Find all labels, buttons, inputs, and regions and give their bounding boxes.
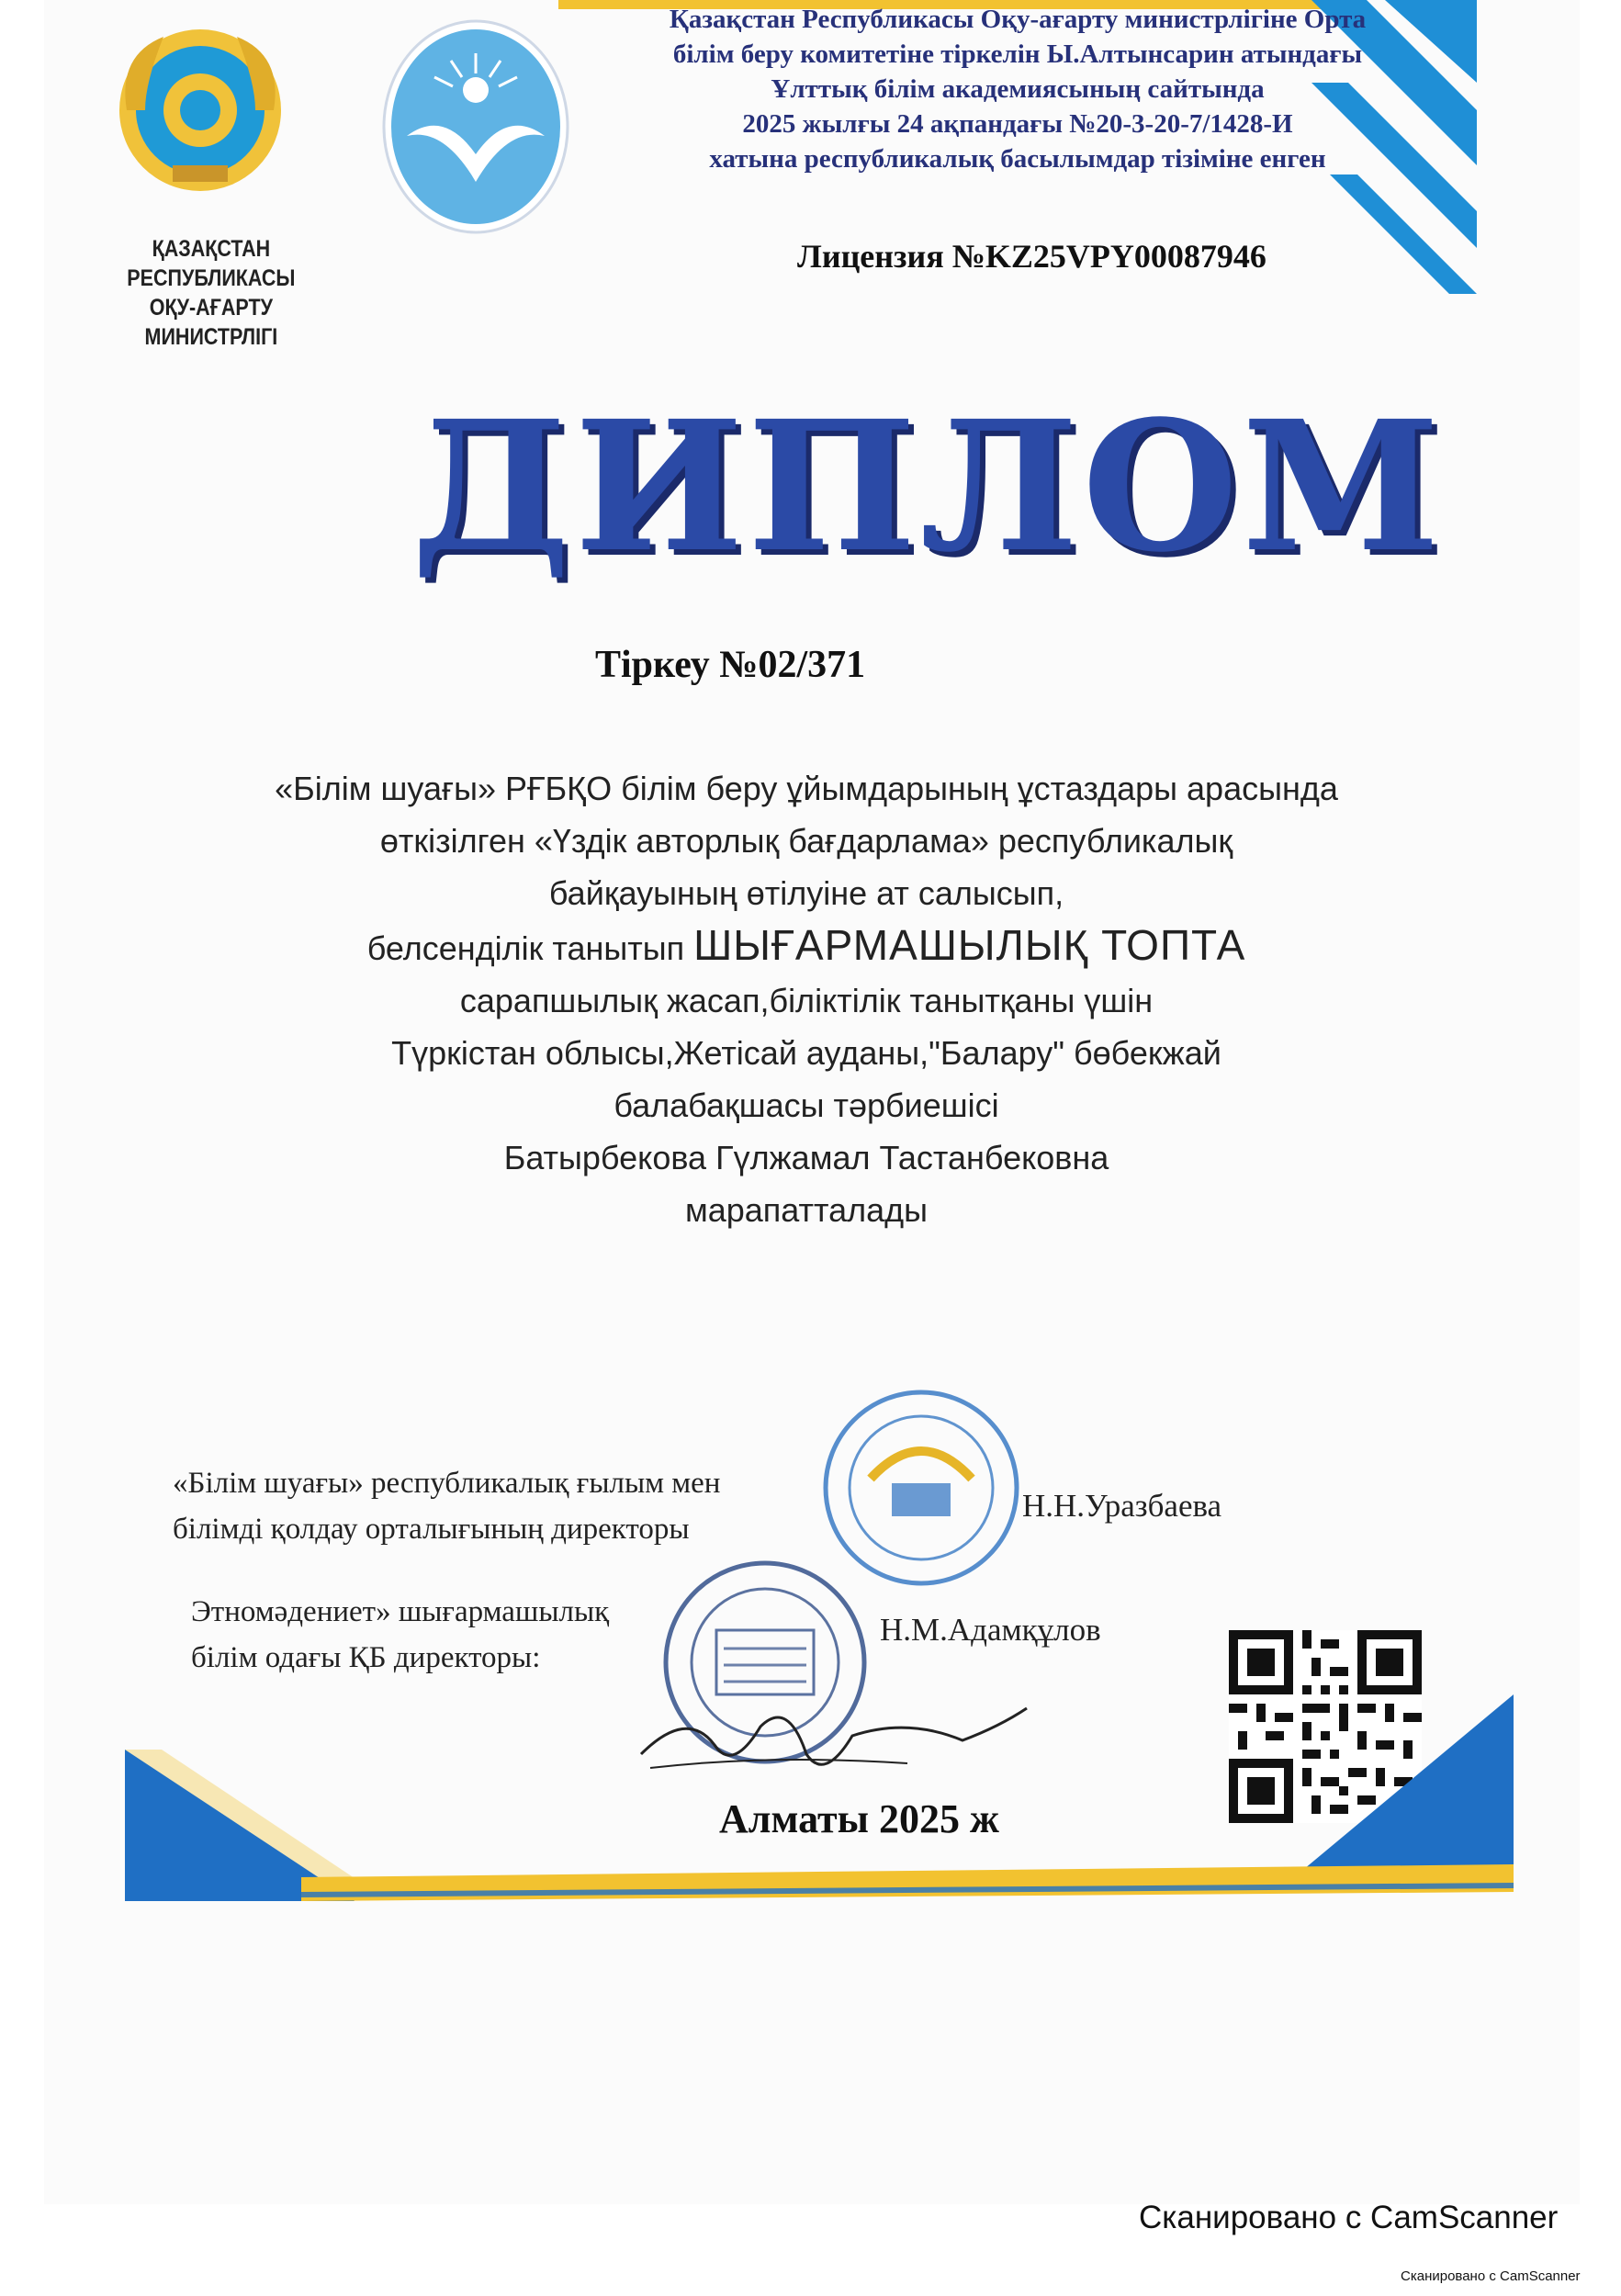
bottom-gold-bar [301, 1864, 1514, 1901]
corner-triangle-right [1293, 1694, 1514, 1878]
scanner-watermark: Сканировано с CamScanner [1139, 2200, 1559, 2235]
second-signatory-name: Н.М.Адамқұлов [880, 1612, 1101, 1648]
ministry-name [81, 234, 342, 352]
recipient-name: Батырбекова Гүлжамал Тастанбековна [503, 1139, 1109, 1176]
header-line-5: хатына республикалық басылымдар тізіміне енген [709, 144, 1326, 174]
second-signatory-title [191, 1589, 609, 1681]
award-line-6: Түркістан облысы,Жетісай ауданы,"Балару" бөбекжай [391, 1034, 1221, 1072]
award-line-9: марапатталады [684, 1191, 929, 1229]
award-line-4 [136, 919, 1477, 974]
award-line-5: сарапшылық жасап,біліктілік танытқаны үшін [459, 982, 1154, 1019]
first-signatory-line-1: «Білім шуағы» республикалық ғылым мен [173, 1467, 721, 1500]
award-line-4-text: белсенділік танытып [366, 929, 694, 967]
award-line-7: балабақшасы тәрбиешісі [614, 1086, 999, 1124]
registration-number: Тіркеу №02/371 [595, 644, 866, 686]
header-line-2: білім беру комитетіне тіркелін Ы.Алтынсарин атындағы [672, 39, 1363, 69]
second-signatory-line-2: білім одағы ҚБ директоры: [191, 1641, 541, 1674]
award-category: ШЫҒАРМАШЫЛЫҚ ТОПТА [693, 921, 1246, 969]
award-line-2: өткізілген «Үздік авторлық бағдарлама» республикалық [379, 822, 1233, 860]
award-line-1: «Білім шуағы» РҒБҚО білім беру ұйымдарының ұстаздары арасында [275, 770, 1338, 807]
header-line-4: 2025 жылғы 24 ақпандағы №20-3-20-7/1428-И [742, 109, 1293, 139]
license-number: Лицензия №KZ25VPY00087946 [797, 238, 1266, 275]
place-and-date: Алматы 2025 ж [719, 1796, 999, 1841]
header-line-1: Қазақстан Республикасы Оқу-ағарту министрлігіне Орта [669, 5, 1367, 34]
kazakhstan-emblem-icon [108, 18, 292, 202]
registration-header [595, 2, 1440, 176]
first-signatory-title [173, 1460, 720, 1552]
diploma-sheet [44, 0, 1580, 2204]
first-signatory-name: Н.Н.Уразбаева [1022, 1488, 1222, 1524]
scanner-watermark-small: Сканировано с CamScanner [1401, 2268, 1581, 2284]
ministry-line-2: ОҚУ-АҒАРТУ МИНИСТРЛІГІ [144, 295, 278, 350]
first-signatory-line-2: білімді қолдау орталығының директоры [173, 1513, 690, 1546]
diploma-title: ДИПЛОМ [411, 381, 1444, 591]
ministry-line-1: ҚАЗАҚСТАН РЕСПУБЛИКАСЫ [127, 236, 296, 291]
academy-bird-logo-icon [379, 17, 572, 237]
header-line-3: Ұлттық білім академиясының сайтында [771, 74, 1265, 104]
handwritten-signature [632, 1690, 1036, 1791]
award-text [136, 762, 1477, 1236]
second-signatory-line-1: Этномәдениет» шығармашылық [191, 1595, 610, 1628]
award-line-3: байқауының өтілуіне ат салысып, [548, 874, 1064, 912]
